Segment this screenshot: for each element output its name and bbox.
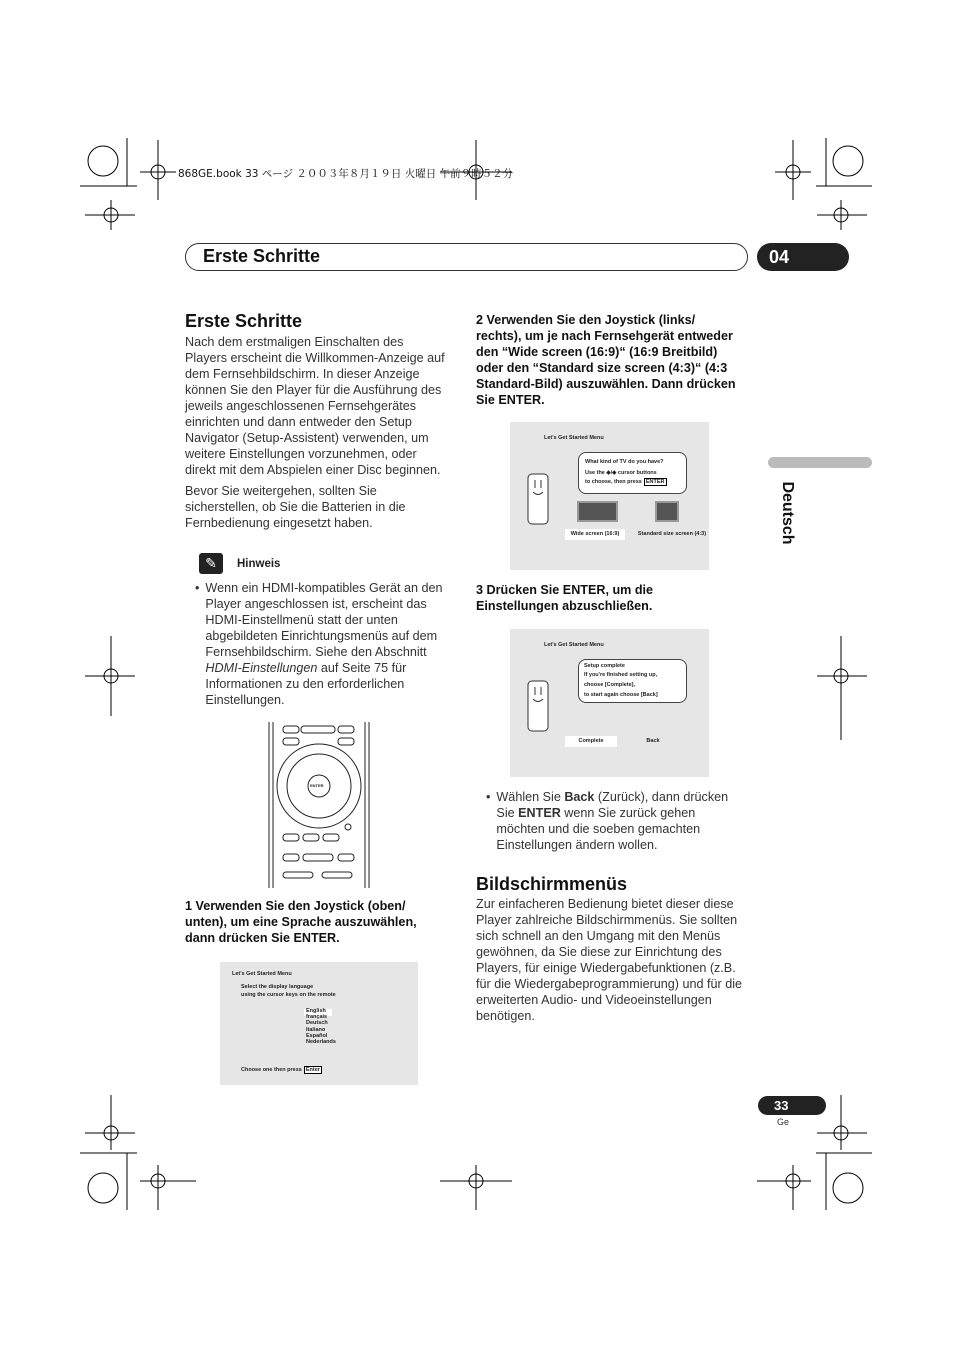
- widescreen-tv-icon: [577, 501, 618, 522]
- note-link: HDMI-Einstellungen: [205, 661, 318, 675]
- battery-paragraph: Bevor Sie weitergehen, sollten Sie sicherstellen, ob Sie die Batterien in die Fernbedienung eingesetzt haben.: [185, 484, 406, 530]
- enter-key: ENTER: [645, 479, 665, 485]
- back-instruction: [496, 789, 741, 853]
- right-column: [476, 312, 744, 1024]
- language-option[interactable]: English: [306, 1008, 326, 1014]
- complete-option[interactable]: Complete: [565, 736, 617, 747]
- page-language: Ge: [777, 1117, 790, 1127]
- section-heading-2: Bildschirmmenüs: [476, 874, 628, 894]
- language-menu-screen: [220, 962, 418, 1085]
- setup-complete-screen: [510, 629, 709, 777]
- bubble-text-line: to choose, then press: [585, 479, 642, 485]
- step-3: 3 Drücken Sie ENTER, um die Einstellungen abzuschließen.: [476, 583, 654, 613]
- note-text-b: auf Seite 75 für Informationen zu den erforderlichen Einstellungen.: [205, 661, 407, 707]
- mascot-icon: [518, 472, 558, 532]
- bullet: •: [486, 790, 491, 804]
- text: Wählen Sie: [496, 790, 565, 804]
- bubble-text: to start again choose [Back]: [584, 692, 658, 698]
- language-tab: [768, 457, 872, 468]
- bubble-text: Setup complete: [584, 663, 625, 669]
- bubble-text: [585, 478, 667, 486]
- note-label: Hinweis: [237, 557, 281, 570]
- section-heading: Erste Schritte: [185, 311, 303, 331]
- screen-text: using the cursor keys on the remote: [241, 992, 336, 998]
- screen-title: Let's Get Started Menu: [544, 435, 604, 441]
- note-header: [199, 553, 280, 574]
- remote-icon: [266, 722, 372, 888]
- language-option[interactable]: Español: [306, 1032, 328, 1039]
- bullet: •: [195, 581, 200, 595]
- language-option[interactable]: Italiano: [306, 1026, 326, 1033]
- screen-footer: [241, 1066, 322, 1074]
- intro-paragraph: Nach dem erstmaligen Einschalten des Players erscheint die Willkommen-Anzeige auf dem Fernsehbildschirm. In dieser Anzeige können Sie den Player für die Ausführung des jeweils angeschlossenen Fernsehgerätes einrichten und dann entweder den Setup Navigator (Setup-Assistent) verwenden, um weitere Einstellungen vorzunehmen, oder direkt mit dem Abspielen einer Disc beginnen.: [185, 335, 445, 477]
- step-1: 1 Verwenden Sie den Joystick (oben/ unten), um eine Sprache auszuwählen, dann drücken Sie ENTER.: [185, 899, 417, 945]
- back-key: Back: [564, 790, 595, 804]
- note-text: [205, 580, 447, 708]
- language-label: Deutsch: [779, 481, 796, 545]
- bubble-text: choose [Complete],: [584, 682, 636, 688]
- standard-tv-icon: [655, 501, 679, 522]
- left-column: [185, 310, 447, 1085]
- mascot-icon: [518, 679, 558, 739]
- remote-illustration: [266, 722, 372, 888]
- footer-text: Choose one then press: [241, 1067, 302, 1073]
- language-list[interactable]: [306, 1008, 336, 1045]
- enter-key: Enter: [305, 1067, 320, 1073]
- back-item: [486, 789, 741, 853]
- screen-title: Let's Get Started Menu: [544, 642, 604, 648]
- screen-text: Select the display language: [241, 984, 314, 990]
- language-option[interactable]: Deutsch: [306, 1020, 328, 1027]
- standard-option[interactable]: Standard size screen (4:3): [637, 531, 707, 537]
- back-option[interactable]: Back: [646, 738, 660, 744]
- text: (Zurück), dann drücken Sie: [496, 790, 729, 820]
- bubble-text: Use the ◆/◆ cursor buttons: [585, 470, 657, 476]
- tv-type-screen: [510, 422, 709, 570]
- note-icon: ✎: [199, 553, 223, 574]
- language-option[interactable]: Nederlands: [306, 1039, 336, 1046]
- note-text-a: Wenn ein HDMI-kompatibles Gerät an den Player angeschlossen ist, erscheint das HDMI-Einstellmenü statt der unten abgebildeten Einrichtungsmenüs auf dem Fernsehbildschirm. Siehe den Abschnitt: [205, 581, 443, 659]
- enter-key-text: ENTER: [518, 806, 561, 820]
- note-item: [195, 580, 447, 708]
- page-number: 33: [758, 1096, 826, 1115]
- header-title: Erste Schritte: [203, 246, 321, 266]
- menus-paragraph: Zur einfacheren Bedienung bietet dieser diese Player zahlreiche Bildschirmmenüs. Sie sollten sich schnell an den Umgang mit den Menüs gewöhnen, da Sie diese zur Einrichtung des Players, für einige Wiedergabefunktionen (z.B. für die Wiedergabeprogrammierung) und für die erweiterten Audio- und Videoeinstellungen benötigen.: [476, 897, 743, 1023]
- screen-title: Let's Get Started Menu: [232, 971, 292, 977]
- remote-enter-label: ENTER: [310, 783, 324, 788]
- chapter-number: 04: [757, 243, 849, 271]
- bubble-text: If you're finished setting up,: [584, 672, 658, 678]
- print-info: 868GE.book 33 ページ ２００３年８月１９日 火曜日 午前９時５２分: [178, 168, 514, 180]
- language-option[interactable]: français: [306, 1014, 328, 1021]
- text: wenn Sie zurück gehen möchten und die soeben gemachten Einstellungen ändern wollen.: [496, 806, 701, 852]
- widescreen-option[interactable]: Wide screen (16:9): [565, 529, 625, 540]
- bubble-text: What kind of TV do you have?: [585, 459, 664, 465]
- step-2: 2 Verwenden Sie den Joystick (links/ rechts), um je nach Fernsehgerät entweder den “Wide screen (16:9)“ (16:9 Breitbild) oder den “Standard size screen (4:3)“ (4:3 Standard-Bild) auszuwählen. Dann drücken Sie ENTER.: [476, 313, 736, 407]
